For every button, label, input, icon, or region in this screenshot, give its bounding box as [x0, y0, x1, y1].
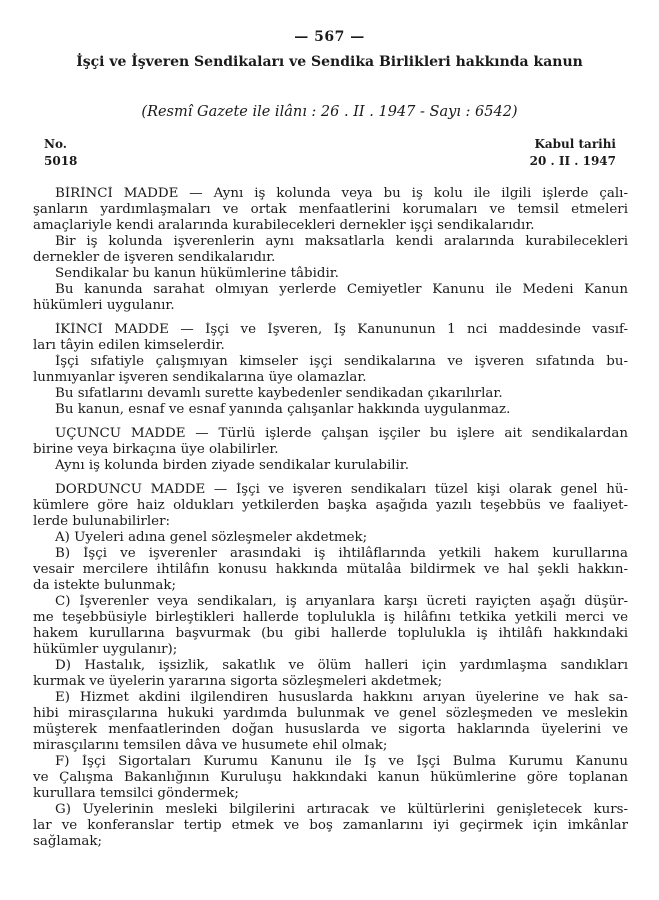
text-line: lerde bulunabilirler: [33, 514, 171, 529]
paragraph-gap [33, 474, 628, 482]
text-line: da istekte bulunmak; [33, 578, 176, 593]
text-line: ları tâyin edilen kimselerdir. [33, 338, 225, 353]
acceptance-date: 20 . II . 1947 [529, 154, 616, 168]
text-line: DÖRDÜNCÜ MADDE — İşçi ve işveren sendikaları tüzel kişi olarak genel hü- [55, 482, 628, 497]
text-line: lunmıyanlar işveren sendikalarına üye olamazlar. [33, 370, 367, 385]
text-line: C) İşverenler veya sendikaları, iş arıyanlara karşı ücreti rayiçten aşağı düşür- [55, 594, 628, 609]
text-line: hükümler uygulanır); [33, 642, 178, 657]
text-line: sağlamak; [33, 834, 102, 849]
text-line: G) Üyelerinin mesleki bilgilerini artıracak ve kültürlerini genişletecek kurs- [55, 802, 628, 817]
text-line: E) Hizmet akdini ilgilendiren hususlarda hakkını arıyan üyelerine ve hak sa- [55, 690, 628, 705]
text-line: amaçlariyle kendi aralarında kurabilecekleri dernekler işçi sendikalarıdır. [33, 218, 535, 233]
text-line: Bu kanun, esnaf ve esnaf yanında çalışanlar hakkında uygulanmaz. [55, 402, 511, 417]
text-line: Bir iş kolunda işverenlerin aynı maksatlarla kendi aralarında kurabilecekleri [55, 234, 628, 249]
text-line: ve Çalışma Bakanlığının Kuruluşu hakkındaki kanun hükümlerine göre toplanan [33, 770, 628, 785]
page-number: — 567 — [294, 29, 365, 45]
acceptance-date-label: Kabul tarihi [534, 137, 616, 151]
text-line: B) İşçi ve işverenler arasındaki iş ihtilâflarında yetkili hakem kurullarına [55, 546, 628, 561]
text-line: Aynı iş kolunda birden ziyade sendikalar kurulabilir. [55, 458, 409, 473]
text-line: BİRİNCİ MADDE — Aynı iş kolunda veya bu iş kolu ile ilgili işlerde çalı- [55, 186, 628, 201]
text-line: şanların yardımlaşmaları ve ortak menfaatlerini korumaları ve temsil etmeleri [33, 202, 628, 217]
law-title: İşçi ve İşveren Sendikaları ve Sendika Birlikleri hakkında kanun [76, 54, 583, 70]
law-number: 5018 [44, 154, 78, 168]
text-line: vesair mercilere ihtilâfın konusu hakkında mütalâa bildirmek ve hal şekli hakkın- [33, 562, 628, 577]
text-line: İKİNCİ MADDE — İşçi ve İşveren, İş Kanununun 1 nci maddesinde vasıf- [55, 322, 628, 337]
gazette-info: (Resmî Gazete ile ilânı : 26 . II . 1947 - Sayı : 6542) [141, 104, 518, 120]
law-body [33, 186, 628, 850]
paragraph-gap [33, 314, 628, 322]
text-line: İşçi sıfatiyle çalışmıyan kimseler işçi sendikalarına ve işveren sıfatında bu- [55, 354, 628, 369]
paragraph-gap [33, 418, 628, 426]
law-number-label: No. [44, 137, 67, 151]
text-line: A) Üyeleri adına genel sözleşmeler akdetmek; [55, 530, 368, 545]
text-line: D) Hastalık, işsizlik, sakatlık ve ölüm halleri için yardımlaşma sandıkları [55, 658, 628, 673]
text-line: hükümleri uygulanır. [33, 298, 175, 313]
text-line: Sendikalar bu kanun hükümlerine tâbidir. [55, 266, 339, 281]
text-line: hakem kurullarına başvurmak (bu gibi hallerde toplulukla iş ihtilâfı hakkındaki [33, 626, 628, 641]
text-line: birine veya birkaçına üye olabilirler. [33, 442, 279, 457]
text-line: müşterek menfaatlerinden doğan hususlarda ve sigorta haklarında üyelerini ve [33, 722, 628, 737]
text-line: me teşebbüsiyle birleştikleri hallerde toplulukla iş hilâfını tetkika yetkili merci ve [33, 610, 628, 625]
text-line: F) İşçi Sigortaları Kurumu Kanunu ile İş ve İşçi Bulma Kurumu Kanunu [55, 754, 628, 769]
text-line: mirasçılarını temsilen dâva ve husumete ehil olmak; [33, 738, 388, 753]
text-line: ÜÇÜNCÜ MADDE — Türlü işlerde çalışan işçiler bu işlere ait sendikalardan [55, 426, 628, 441]
text-line: kurmak ve üyelerin yararına sigorta sözleşmeleri akdetmek; [33, 674, 443, 689]
text-line: Bu sıfatlarını devamlı surette kaybedenler sendikadan çıkarılırlar. [55, 386, 503, 401]
text-line: kümlere göre haiz oldukları yetkilerden başka aşağıda yazılı teşebbüs ve faaliyet- [33, 498, 628, 513]
text-line: lar ve konferanslar tertip etmek ve boş zamanlarını iyi geçirmek için imkânlar [33, 818, 628, 833]
text-line: dernekler de işveren sendikalarıdır. [33, 250, 276, 265]
text-line: kurullara temsilci göndermek; [33, 786, 239, 801]
text-line: hibi mirasçılarına hukuki yardımda bulunmak ve genel sözleşmeden ve meslekin [33, 706, 628, 721]
text-line: Bu kanunda sarahat olmıyan yerlerde Cemiyetler Kanunu ile Medeni Kanun [55, 282, 628, 297]
